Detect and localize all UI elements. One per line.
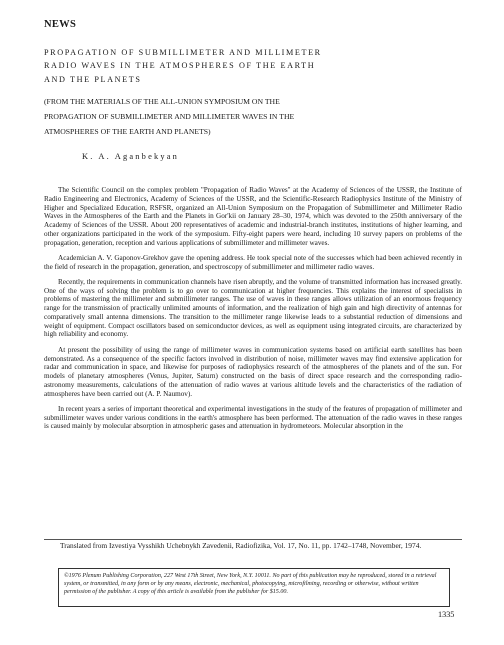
article-subtitle	[44, 94, 474, 139]
article-body	[44, 186, 462, 438]
body-paragraph: Academician A. V. Gaponov-Grekhov gave the opening address. He took special note of the successes which had been achieved recently in the field of research in the propagation, generation, and spectroscopy of submillimeter and millimeter radio waves.	[44, 253, 462, 271]
section-label: NEWS	[44, 19, 77, 30]
title-line: RADIO WAVES IN THE ATMOSPHERES OF THE EARTH	[44, 61, 316, 71]
subtitle-line: (FROM THE MATERIALS OF THE ALL-UNION SYMPOSIUM ON THE	[44, 97, 280, 106]
body-paragraph: The Scientific Council on the complex problem "Propagation of Radio Waves" at the Academy of Sciences of the USSR, the Institute of Radio Engineering and Electronics, Academy of Sciences of the USSR, and the Scientific-Research Radiophysics Institute of the Ministry of Higher and Specialized Education, RSFSR, organized an All-Union Symposium on the Propagation of Submillimeter and Millimeter Radio Waves in the Atmospheres of the Earth and the Planets in Gor'kii on January 28–30, 1974, which was devoted to the 250th anniversary of the Academy of Sciences of the USSR. About 200 representatives of academic and industrial-branch institutes, institutions of higher learning, and other organizations participated in the work of the symposium. Fifty-eight papers were heard, including 10 survey papers on problems of the propagation, generation, reception and various applications of submillimeter and millimeter waves.	[44, 186, 462, 247]
footnote-divider	[44, 539, 462, 540]
body-paragraph: In recent years a series of important theoretical and experimental investigations in the study of the features of propagation of millimeter and submillimeter waves under various conditions in the earth's atmosphere has been performed. The attenuation of the radio waves in these ranges is caused mainly by molecular absorption in atmospheric gases and attenuation in hydrometeors. Molecular absorption in the	[44, 404, 462, 431]
body-paragraph: Recently, the requirements in communication channels have risen abruptly, and the volume of transmitted information has increased greatly. One of the ways of solving the problem is to go over to communication at higher frequencies. This explains the interest of specialists in problems of mastering the millimeter and submillimeter ranges. The use of waves in these ranges allows utilization of an enormous frequency range for the transmission of practically unlimited amounts of information, and the realization of high gain and high directivity of antennas for comparatively small antenna dimensions. The transition to the millimeter range likewise leads to a substantial reduction of dimensions and weight of equipment. Compact oscillators based on semiconductor devices, as well as equipment using integrated circuits, are characterized by high reliability and economy.	[44, 277, 462, 339]
body-paragraph: At present the possibility of using the range of millimeter waves in communication systems based on artificial earth satellites has been demonstrated. As a consequence of the specific factors involved in distribution of noise, millimeter waves may find extensive application for radar and communication in space, and likewise for purposes of radiophysics research of the atmospheres of the planets and of the sun. For models of planetary atmospheres (Venus, Jupiter, Saturn) constructed on the basis of direct space research and the corresponding radio-astronomy measurements, calculations of the attenuation of radio waves at various altitude levels and the characteristics of the radiation of atmospheres have been carried out (A. P. Naumov).	[44, 345, 462, 398]
subtitle-line: PROPAGATION OF SUBMILLIMETER AND MILLIMETER WAVES IN THE	[44, 112, 295, 121]
author-name: K. A. Aganbekyan	[82, 152, 180, 161]
translation-note: Translated from Izvestiya Vysshikh Uchebnykh Zavedenii, Radiofizika, Vol. 17, No. 11, pp. 1742–1748, November, 1974.	[60, 541, 422, 550]
title-line: AND THE PLANETS	[44, 74, 142, 84]
article-title	[44, 46, 464, 86]
subtitle-line: ATMOSPHERES OF THE EARTH AND PLANETS)	[44, 127, 211, 136]
copyright-notice	[58, 568, 450, 607]
page-number: 1335	[438, 610, 455, 619]
copyright-text: ©1976 Plenum Publishing Corporation, 227 West 17th Street, New York, N.Y. 10011. No part of this publication may be reproduced, stored in a retrieval system, or transmitted, in any form or by any means, electronic, mechanical, photocopying, microfilming, recording or otherwise, without written permission of the publisher. A copy of this article is available from the publisher for $15.00.	[64, 573, 437, 596]
title-line: PROPAGATION OF SUBMILLIMETER AND MILLIMETER	[44, 48, 322, 57]
